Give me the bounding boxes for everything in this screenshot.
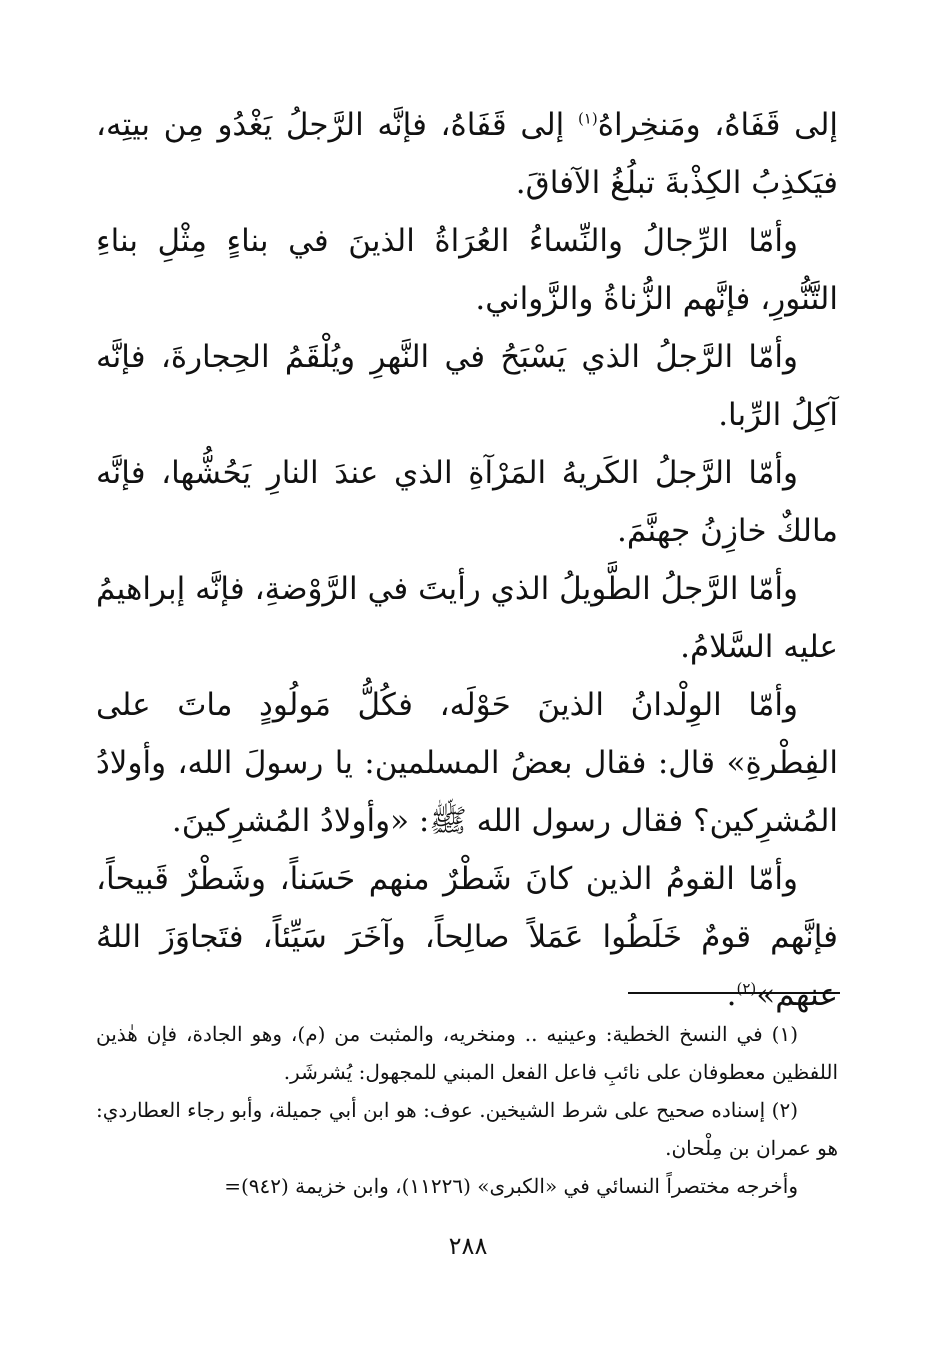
- paragraph-7: [96, 850, 838, 1024]
- paragraph-1-text-after: إلى قَفَاهُ، فإنَّه الرَّجلُ يَغْدُو مِن بيتِه، فيَكذِبُ الكِذْبةَ تبلُغُ الآفاقَ.: [96, 107, 838, 201]
- main-text: [96, 96, 838, 1024]
- paragraph-1-text: إلى قَفَاهُ، ومَنخِراهُ: [597, 107, 839, 143]
- paragraph-5: وأمّا الرَّجلُ الطَّويلُ الذي رأيتَ في الرَّوْضةِ، فإنَّه إبراهيمُ عليه السَّلامُ.: [96, 571, 838, 665]
- footnote-divider: [628, 992, 840, 994]
- paragraph-2: وأمّا الرِّجالُ والنِّساءُ العُرَاةُ الذينَ في بناءٍ مِثْلِ بناءِ التَّنُّورِ، فإنَّهم الزُّناةُ والزَّواني.: [96, 223, 838, 317]
- paragraph-3: وأمّا الرَّجلُ الذي يَسْبَحُ في النَّهرِ ويُلْقَمُ الحِجارةَ، فإنَّه آكِلُ الرِّبا.: [96, 339, 838, 433]
- paragraph-1: [96, 96, 838, 212]
- footnote-1: (١) في النسخ الخطية: وعينيه .. ومنخريه، والمثبت من (م)، وهو الجادة، فإن هٰذين اللفظين معطوفان على نائبِ فاعل الفعل المبني للمجهول: يُشرشَر.: [96, 1022, 838, 1084]
- paragraph-7-text: وأمّا القومُ الذين كانَ شَطْرٌ منهم حَسَناً، وشَطْرٌ قَبيحاً، فإنَّهم قومٌ خَلَطُوا عَمَلاً صالِحاً، وآخَرَ سَيِّئاً، فتَجاوَزَ اللهُ عنهم»: [96, 861, 838, 1013]
- paragraph-6: وأمّا الوِلْدانُ الذينَ حَوْلَه، فكُلُّ مَولُودٍ ماتَ على الفِطْرةِ» قال: فقال بعضُ المسلمين: يا رسولَ الله، وأولادُ المُشرِكين؟ فقال رسول الله ﷺ: «وأولادُ المُشرِكينَ.: [96, 687, 838, 839]
- footnote-2: (٢) إسناده صحيح على شرط الشيخين. عوف: هو ابن أبي جميلة، وأبو رجاء العطاردي: هو عمران بن مِلْحان.: [96, 1098, 838, 1160]
- footnote-ref-2[interactable]: (٢): [736, 979, 757, 998]
- paragraph-7-text-after: .: [726, 977, 737, 1013]
- paragraph-4: وأمّا الرَّجلُ الكَريهُ المَرْآةِ الذي عندَ النارِ يَحُشُّها، فإنَّه مالكٌ خازِنُ جهنَّمَ.: [96, 455, 838, 549]
- footnote-3: وأخرجه مختصراً النسائي في «الكبرى» (١١٢٢٦)، وابن خزيمة (٩٤٢)=: [224, 1174, 798, 1198]
- page-number: ٢٨٨: [448, 1232, 488, 1260]
- footnotes: [96, 1015, 838, 1205]
- footnote-ref-1[interactable]: (١): [577, 109, 598, 128]
